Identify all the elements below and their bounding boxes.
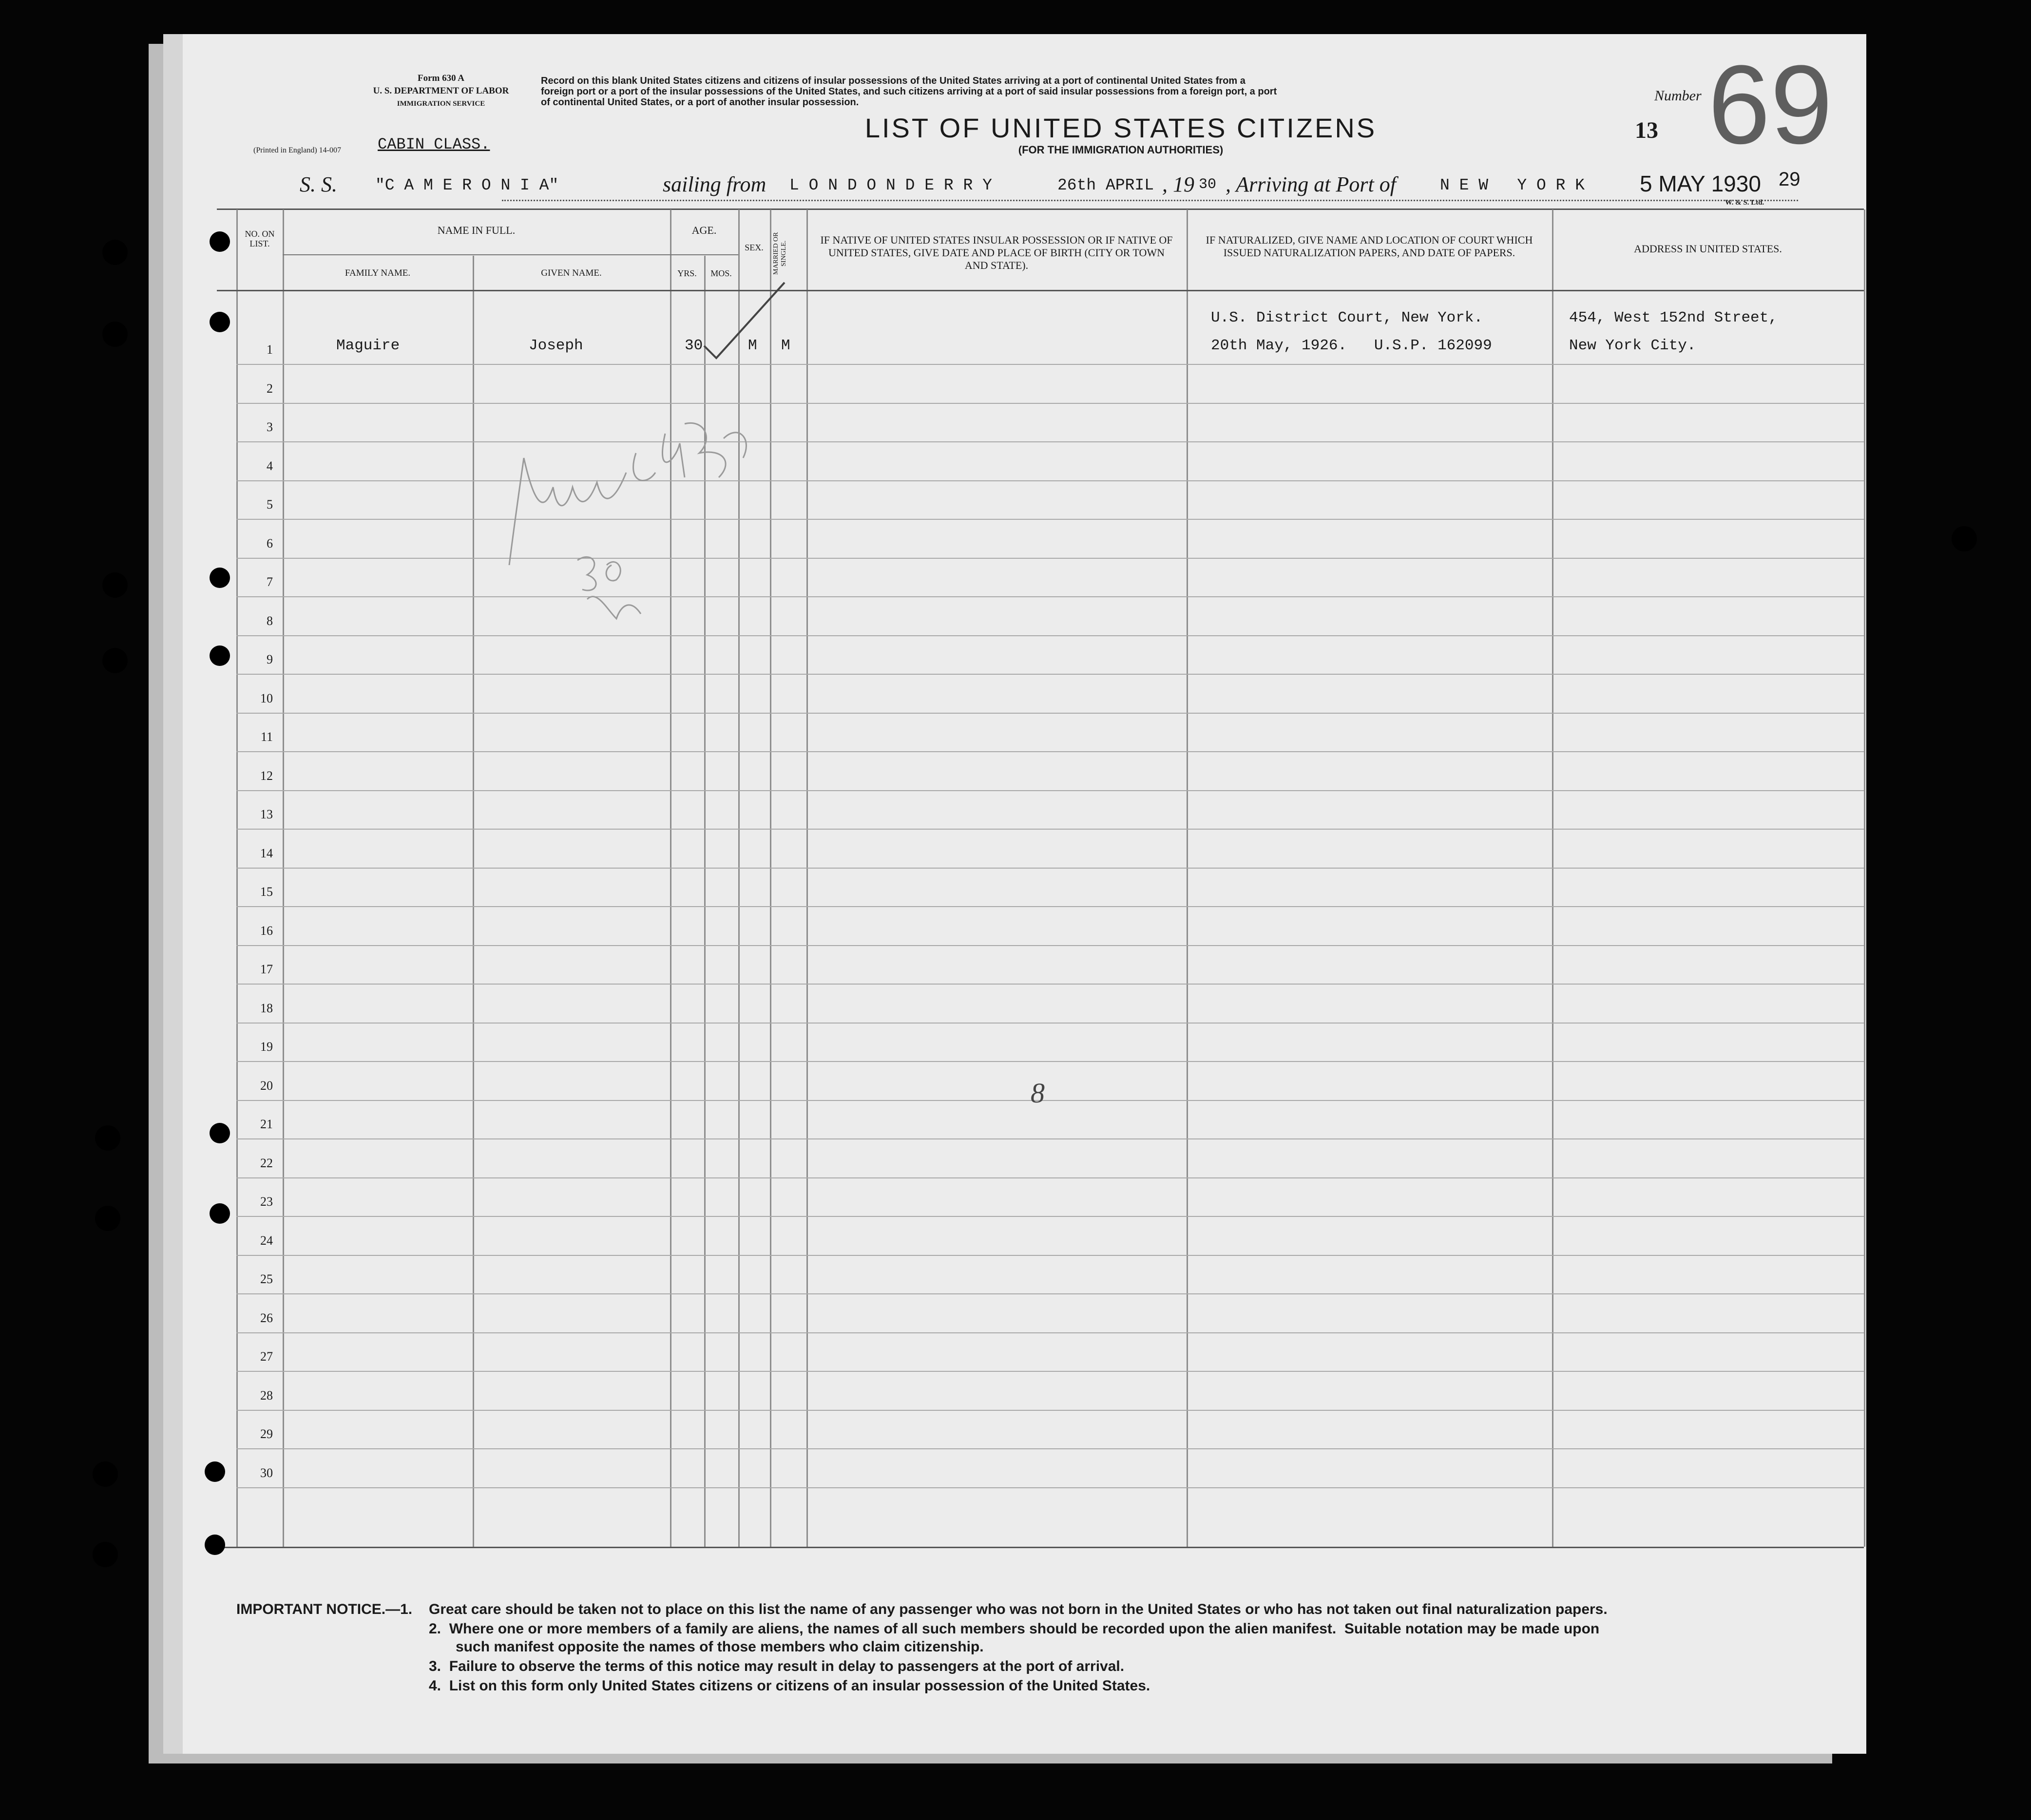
header-bottom-border bbox=[217, 290, 1864, 291]
binder-hole bbox=[95, 1206, 120, 1231]
header-married: MARRIED OR SINGLE. bbox=[772, 232, 787, 275]
row-number: 29 bbox=[260, 1427, 273, 1441]
notice-item-2b: such manifest opposite the names of those members who claim citizenship. bbox=[456, 1639, 984, 1655]
binder-hole bbox=[205, 1461, 225, 1482]
col-line bbox=[1187, 209, 1188, 1547]
binder-hole bbox=[210, 1203, 230, 1224]
row-line bbox=[236, 1448, 1864, 1449]
row-line bbox=[236, 1371, 1864, 1372]
binder-hole bbox=[95, 1125, 120, 1151]
header-age: AGE. bbox=[691, 224, 717, 236]
row-number: 16 bbox=[260, 923, 273, 938]
page-subtitle: (FOR THE IMMIGRATION AUTHORITIES) bbox=[1018, 144, 1224, 156]
row-line bbox=[236, 790, 1864, 791]
arrival-date-overtype: 29 bbox=[1779, 169, 1801, 190]
row-line bbox=[236, 1487, 1864, 1488]
number-label: Number bbox=[1654, 88, 1702, 104]
entry-court-1: U.S. District Court, New York. bbox=[1211, 309, 1483, 326]
row-number: 24 bbox=[260, 1233, 273, 1248]
entry-court-2: 20th May, 1926. U.S.P. 162099 bbox=[1211, 337, 1492, 354]
row-number: 8 bbox=[267, 613, 273, 628]
notice-item-3: 3. Failure to observe the terms of this notice may result in delay to passengers at the port of arrival. bbox=[429, 1658, 1125, 1674]
header-name-in-full: NAME IN FULL. bbox=[437, 224, 516, 236]
row-line bbox=[236, 441, 1864, 442]
entry-sex: M bbox=[748, 337, 757, 354]
header-no: NO. ON LIST. bbox=[245, 229, 275, 248]
service: IMMIGRATION SERVICE bbox=[397, 100, 485, 108]
entry-age-yrs: 30 bbox=[685, 337, 703, 354]
row-number: 18 bbox=[260, 1001, 273, 1015]
binder-hole bbox=[210, 312, 230, 332]
arrival-date: 5 MAY 1930 bbox=[1640, 171, 1761, 196]
binder-hole bbox=[210, 231, 230, 252]
row-line bbox=[236, 558, 1864, 559]
form-number: Form 630 A bbox=[417, 73, 465, 83]
row-line bbox=[236, 480, 1864, 481]
table-top-border bbox=[217, 209, 1864, 210]
header-mos: MOS. bbox=[710, 268, 732, 278]
row-number: 28 bbox=[260, 1388, 273, 1403]
page-mark: 8 bbox=[1031, 1077, 1045, 1109]
col-line bbox=[1864, 209, 1865, 1547]
row-number: 4 bbox=[267, 458, 273, 473]
col-line bbox=[1552, 209, 1553, 1547]
row-line bbox=[236, 1177, 1864, 1178]
arriving-label: , Arriving at Port of bbox=[1226, 172, 1396, 196]
row-line bbox=[236, 984, 1864, 985]
voyage-underline bbox=[502, 200, 1798, 202]
row-number: 21 bbox=[260, 1117, 273, 1131]
entry-family-name: Maguire bbox=[336, 337, 400, 354]
form-info bbox=[339, 72, 543, 110]
col-line bbox=[473, 256, 474, 1547]
row-line bbox=[236, 1216, 1864, 1217]
header-native: IF NATIVE OF UNITED STATES INSULAR POSSESSION OR IF NATIVE OF UNITED STATES, GIVE DATE AND PLACE OF BIRTH (CITY OR TOWN AND STATE). bbox=[820, 234, 1173, 271]
cabin-class: CABIN CLASS. bbox=[378, 135, 490, 153]
row-number: 12 bbox=[260, 768, 273, 783]
ss-label: S. S. bbox=[300, 172, 337, 196]
row-line bbox=[236, 1023, 1864, 1024]
col-line bbox=[283, 209, 284, 1547]
row-line bbox=[236, 868, 1864, 869]
row-line bbox=[236, 364, 1864, 365]
row-line bbox=[236, 403, 1864, 404]
header-naturalized: IF NATURALIZED, GIVE NAME AND LOCATION OF COURT WHICH ISSUED NATURALIZATION PAPERS, AND DATE OF PAPERS. bbox=[1206, 234, 1533, 259]
row-number: 5 bbox=[267, 497, 273, 512]
col-line bbox=[236, 209, 238, 1547]
entry-given-name: Joseph bbox=[529, 337, 583, 354]
sailing-label: sailing from bbox=[663, 172, 766, 196]
col-line bbox=[770, 209, 771, 1547]
row-line bbox=[236, 1410, 1864, 1411]
checkmark-icon bbox=[694, 273, 792, 365]
row-number: 22 bbox=[260, 1156, 273, 1170]
printer-mark: W. & S. Ltd. bbox=[1725, 199, 1764, 207]
row-number: 27 bbox=[260, 1349, 273, 1364]
row-number: 13 bbox=[260, 807, 273, 821]
row-number: 7 bbox=[267, 575, 273, 589]
row-line bbox=[236, 906, 1864, 907]
row-line bbox=[236, 1138, 1864, 1139]
arrival-port: N E W Y O R K bbox=[1440, 176, 1585, 194]
binder-hole bbox=[93, 1461, 118, 1487]
header-address: ADDRESS IN UNITED STATES. bbox=[1634, 243, 1782, 255]
binder-hole bbox=[102, 240, 128, 265]
row-number: 25 bbox=[260, 1272, 273, 1286]
sailing-date: 26th APRIL bbox=[1057, 176, 1154, 194]
binder-hole bbox=[102, 322, 128, 347]
row-line bbox=[236, 713, 1864, 714]
binder-hole bbox=[1952, 526, 1977, 551]
row-number: 9 bbox=[267, 652, 273, 666]
row-number: 15 bbox=[260, 885, 273, 899]
row-line bbox=[236, 635, 1864, 636]
page-number: 69 bbox=[1708, 42, 1833, 167]
year-suffix: 30 bbox=[1199, 176, 1217, 193]
binder-hole bbox=[93, 1542, 118, 1567]
binder-hole bbox=[210, 1123, 230, 1143]
manifest-page bbox=[183, 34, 1866, 1754]
year-prefix: , 19 bbox=[1162, 172, 1194, 196]
col-line bbox=[806, 209, 808, 1547]
header-subline bbox=[283, 254, 738, 255]
row-line bbox=[236, 829, 1864, 830]
row-line bbox=[236, 596, 1864, 597]
row-line bbox=[236, 1100, 1864, 1101]
entry-address-2: New York City. bbox=[1569, 337, 1696, 354]
row-line bbox=[236, 751, 1864, 752]
printed-note: (Printed in England) 14-007 bbox=[253, 146, 341, 154]
entry-address-1: 454, West 152nd Street, bbox=[1569, 309, 1778, 326]
entry-married: M bbox=[781, 337, 790, 354]
row-line bbox=[236, 1255, 1864, 1256]
binder-hole bbox=[210, 568, 230, 588]
row-number: 14 bbox=[260, 846, 273, 860]
row-line bbox=[236, 1332, 1864, 1333]
record-note: Record on this blank United States citizens and citizens of insular possessions of the United States arriving at a port of continental United States from a foreign port or a port of the insular possessions of the United States, and such citizens arriving at a port of said insular possessions from a foreign port, a port of continental United States, or a port of another insular possession. bbox=[541, 76, 1277, 108]
row-number: 20 bbox=[260, 1078, 273, 1093]
row-line bbox=[236, 1061, 1864, 1062]
notice-lead: IMPORTANT NOTICE.—1. bbox=[236, 1601, 413, 1617]
row-number: 6 bbox=[267, 536, 273, 550]
row-number: 19 bbox=[260, 1040, 273, 1054]
department: U. S. DEPARTMENT OF LABOR bbox=[373, 86, 509, 96]
table-bottom-border bbox=[217, 1547, 1864, 1548]
header-family-name: FAMILY NAME. bbox=[345, 268, 411, 278]
sheet-number: 13 bbox=[1635, 117, 1658, 143]
row-number: 2 bbox=[267, 381, 273, 396]
page-title: LIST OF UNITED STATES CITIZENS bbox=[864, 113, 1377, 143]
row-number: 10 bbox=[260, 691, 273, 705]
row-number: 26 bbox=[260, 1310, 273, 1325]
row-number: 3 bbox=[267, 420, 273, 434]
ship-name: "C A M E R O N I A" bbox=[375, 176, 559, 194]
header-yrs: YRS. bbox=[677, 268, 697, 278]
handwritten-annotation bbox=[499, 404, 763, 628]
row-number: 17 bbox=[260, 962, 273, 976]
header-sex: SEX. bbox=[745, 243, 764, 252]
notice-item-2a: 2. Where one or more members of a family are aliens, the names of all such members should be recorded upon the alien manifest. Suitable notation may be made upon bbox=[429, 1621, 1600, 1637]
row-number: 11 bbox=[260, 730, 273, 744]
binder-hole bbox=[102, 648, 128, 673]
binder-hole bbox=[210, 645, 230, 666]
row-line bbox=[236, 674, 1864, 675]
notice-item-4: 4. List on this form only United States citizens or citizens of an insular possession of the United States. bbox=[429, 1678, 1150, 1694]
binder-hole bbox=[205, 1535, 225, 1555]
from-port: L O N D O N D E R R Y bbox=[789, 176, 992, 194]
row-number: 30 bbox=[260, 1465, 273, 1480]
binder-hole bbox=[102, 572, 128, 598]
row-line bbox=[236, 945, 1864, 946]
notice-item-1: Great care should be taken not to place on this list the name of any passenger who was not born in the United States or who has not taken out final naturalization papers. bbox=[429, 1601, 1608, 1617]
header-given-name: GIVEN NAME. bbox=[541, 268, 602, 278]
row-number: 23 bbox=[260, 1194, 273, 1209]
row-number: 1 bbox=[267, 342, 273, 357]
row-line bbox=[236, 1293, 1864, 1294]
row-line bbox=[236, 519, 1864, 520]
